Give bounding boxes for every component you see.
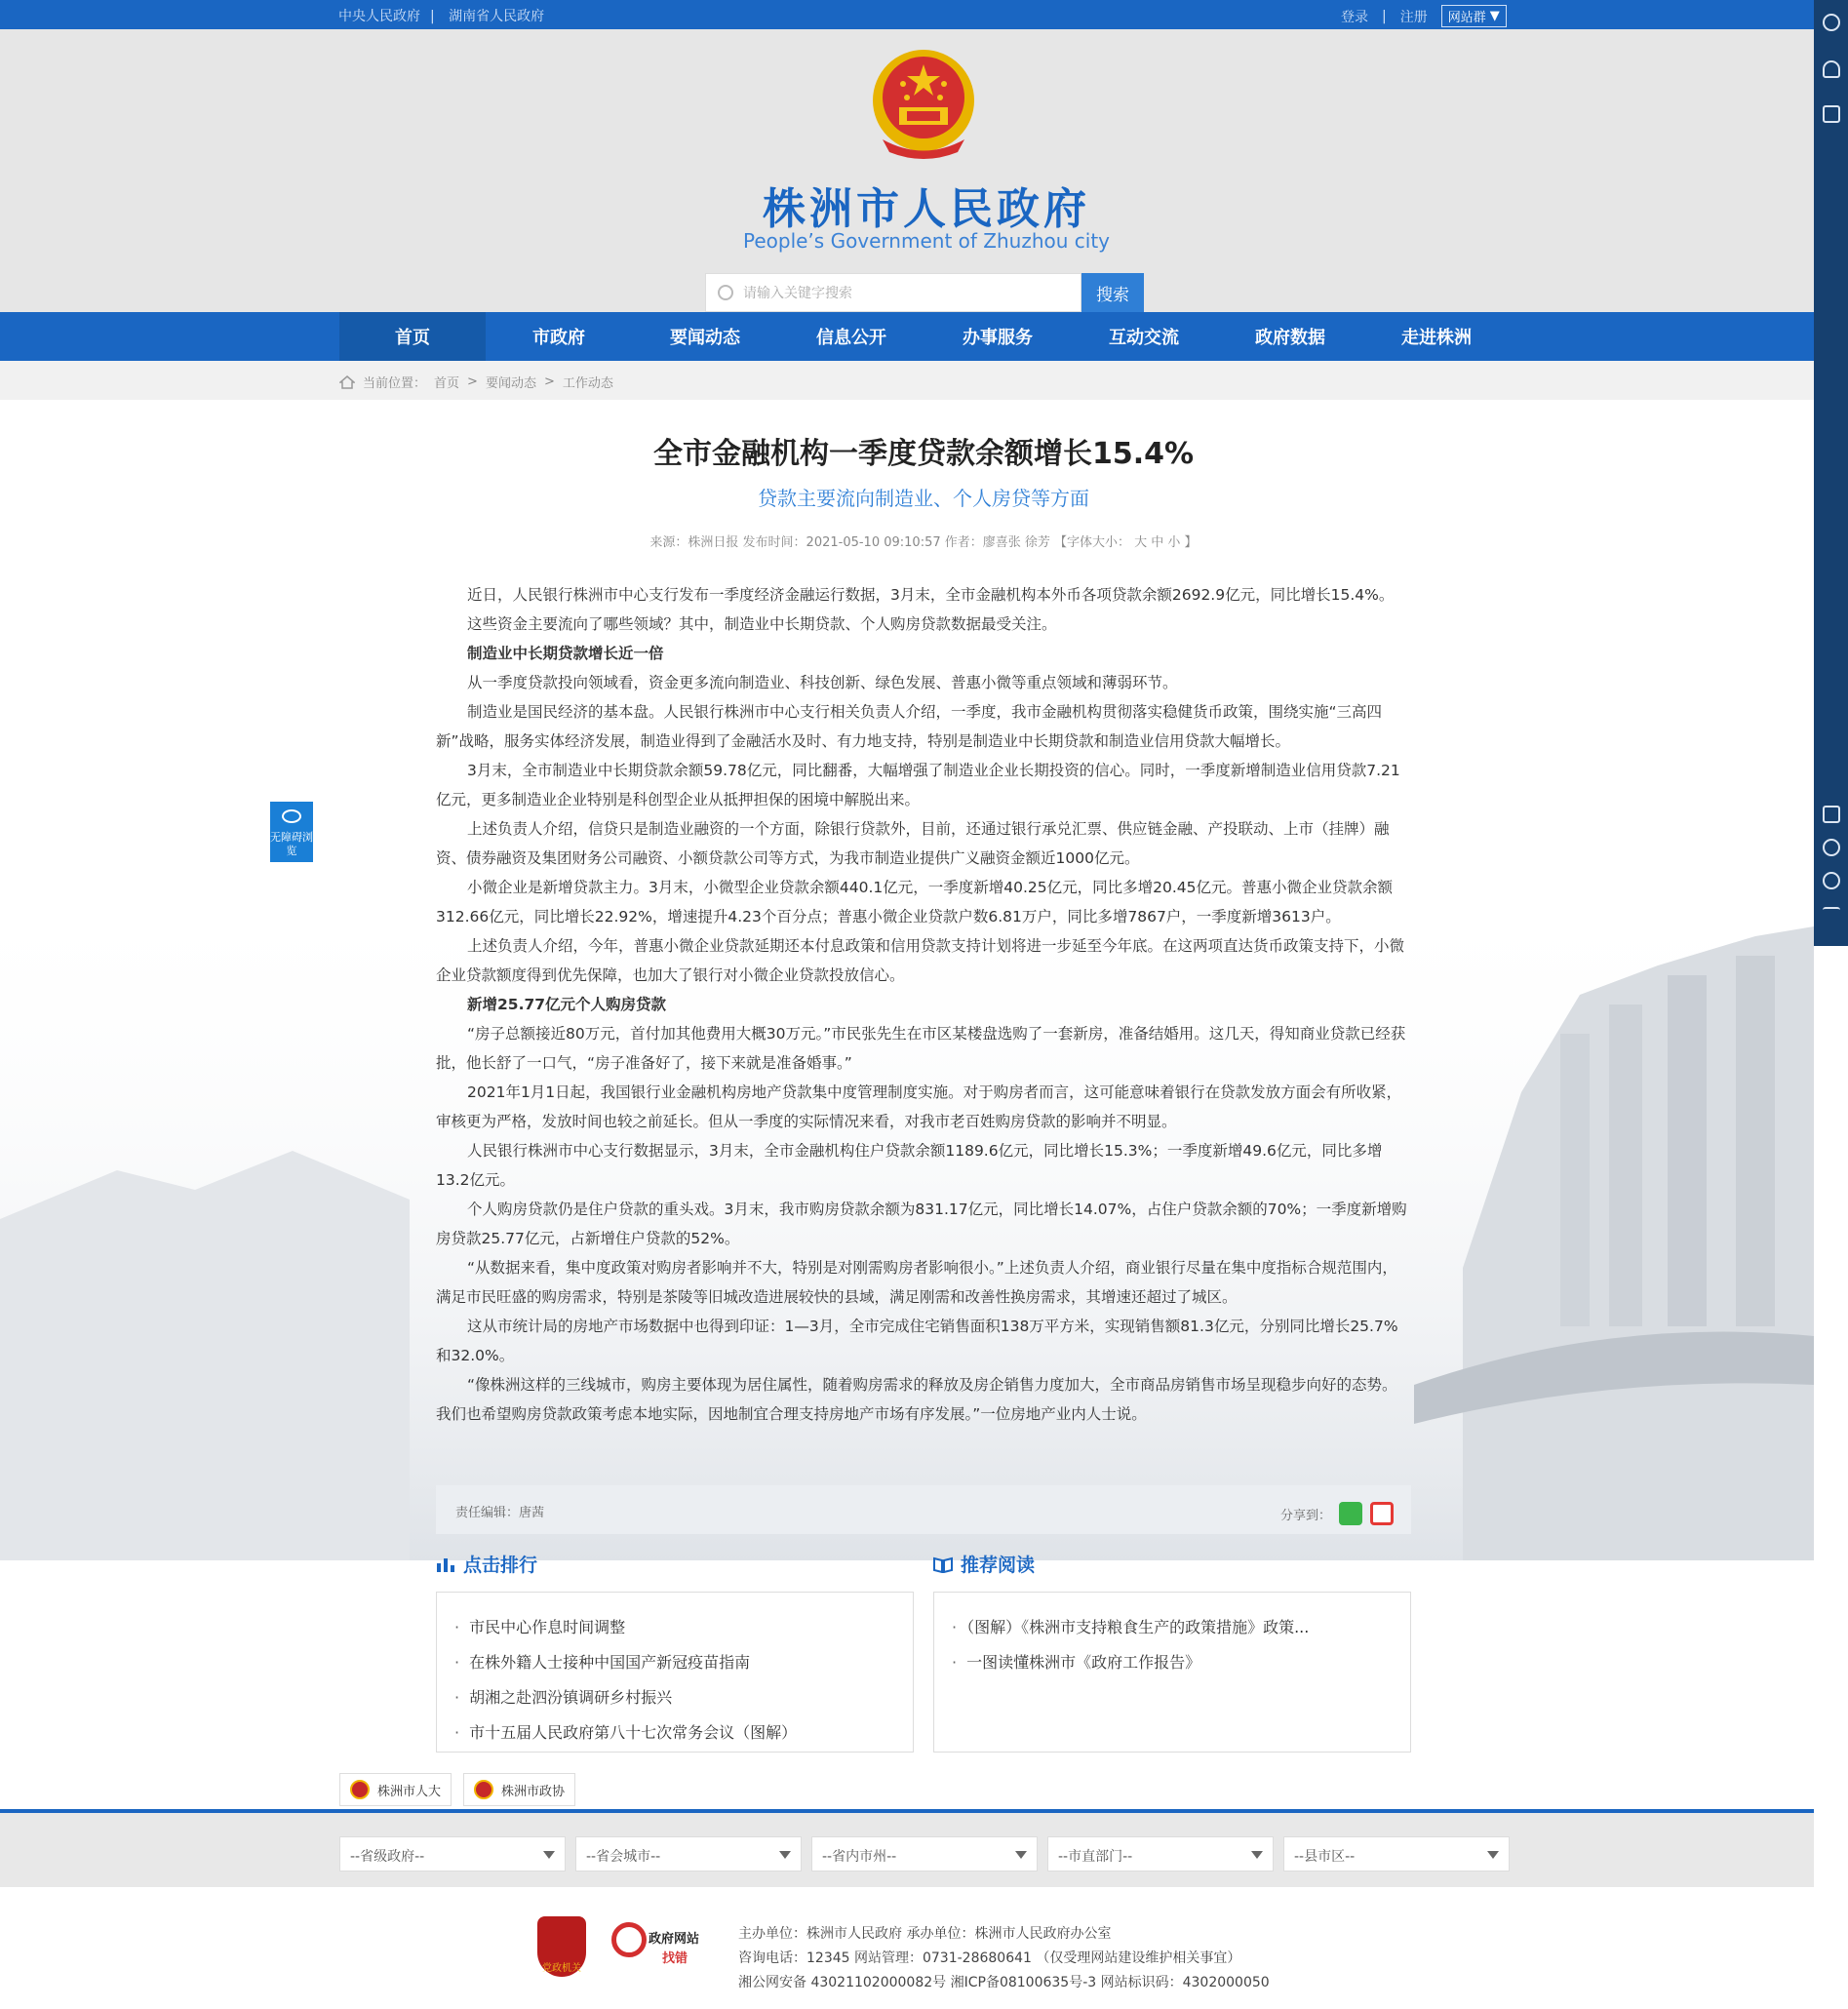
article-paragraph: 这从市统计局的房地产市场数据中也得到印证：1—3月，全市完成住宅销售面积138万平方米，实现销售额81.3亿元，分别同比增长25.7%和32.0%。 [436,1318,1398,1364]
top-links: 中央人民政府 | 湖南省人民政府 [338,9,545,24]
select-departments[interactable]: --市直部门-- [1047,1836,1274,1871]
tablet-icon[interactable] [1823,105,1840,123]
article-paragraph: 近日，人民银行株洲市中心支行发布一季度经济金融运行数据，3月末，全市金融机构本外币各项贷款余额2692.9亿元，同比增长15.4%。 [467,586,1395,604]
friend-link-npc[interactable]: 株洲市人大 [339,1773,452,1806]
emblem-icon [474,1780,493,1799]
chevron-down-icon [1015,1851,1027,1859]
friend-link-cppcc[interactable]: 株洲市政协 [463,1773,575,1806]
party-gov-badge[interactable]: 党政机关 [537,1916,586,1977]
breadcrumb-home[interactable]: 首页 [434,376,460,391]
book-icon [933,1556,953,1573]
right-toolbar [1814,0,1848,946]
chevron-down-icon [779,1851,791,1859]
article-title: 全市金融机构一季度贷款余额增长15.4% [652,437,1195,471]
site-group-dropdown[interactable]: 网站群 ▼ [1441,5,1507,27]
ranking-list [436,1592,914,1753]
article-paragraph: 3月末，全市制造业中长期贷款余额59.78亿元，同比翻番，大幅增强了制造业企业长期投资的信心。同时，一季度新增制造业信用贷款7.21亿元，更多制造业企业特别是科创型企业从抵押担保的困境中解脱出来。 [436,762,1400,808]
nav-news[interactable]: 要闻动态 [670,328,740,348]
back-to-top-icon[interactable] [1823,907,1840,913]
friend-links [339,1773,575,1806]
list-item[interactable]: · 胡湘之赴泗汾镇调研乡村振兴 [454,1680,899,1715]
footer-selects [0,1809,1814,1887]
news-icon[interactable] [1823,806,1840,823]
recommend-list [933,1592,1411,1753]
article-paragraph: 从一季度贷款投向领域看，资金更多流向制造业、科技创新、绿色发展、普惠小微等重点领域和薄弱环节。 [467,674,1178,691]
nav-about-zhuzhou[interactable]: 走进株洲 [1401,328,1472,348]
gov-site-error-badge[interactable]: 政府网站 找错 [611,1922,709,1971]
chevron-down-icon [1487,1851,1499,1859]
breadcrumb-news[interactable]: 要闻动态 [485,376,536,391]
chevron-down-icon [543,1851,555,1859]
select-capital-cities[interactable]: --省会城市-- [575,1836,802,1871]
share-label: 分享到： [1280,1508,1332,1523]
accessibility-icon[interactable] [1823,14,1840,31]
magnifier-icon [611,1922,647,1957]
article-paragraph: “房子总额接近80万元，首付加其他费用大概30万元。”市民张先生在市区某楼盘选购了一套新房，准备结婚用。这几天，得知商业贷款已经获批，他长舒了一口气，“房子准备好了，接下来就是准备婚事。” [436,1025,1406,1072]
login-link[interactable]: 登录 [1341,9,1368,25]
list-item[interactable]: · 一图读懂株洲市《政府工作报告》 [952,1645,1396,1680]
article-paragraph: 2021年1月1日起，我国银行业金融机构房地产贷款集中度管理制度实施。对于购房者而言，这可能意味着银行在贷款发放方面会有所收紧，审核更为严格，发放时间也较之前延长。但从一季度的实际情况来看，对我市老百姓购房贷款的影响并不明显。 [436,1083,1402,1130]
footer-sponsor: 主办单位：株洲市人民政府 承办单位：株洲市人民政府办公室 [738,1926,1112,1942]
site-title: 株洲市人民政府 [763,184,1090,234]
footer-icp[interactable]: 湘公网安备 43021102000082号 湘ICP备08100635号-3 网站标识码：4302000050 [738,1975,1270,1990]
chevron-down-icon [1251,1851,1263,1859]
footer-info [738,1922,1270,1995]
search-icon [718,285,733,300]
search-placeholder: 请输入关键字搜索 [743,286,852,301]
article-subheading: 制造业中长期贷款增长近一倍 [467,645,664,662]
chat-icon[interactable] [1823,872,1840,889]
header [0,29,1814,312]
article-paragraph: 这些资金主要流向了哪些领域？其中，制造业中长期贷款、个人购房贷款数据最受关注。 [467,615,1057,633]
top-bar: 中央人民政府 | 湖南省人民政府 登录 | 注册 网站群 ▼ [0,0,1814,29]
select-counties[interactable]: --县市区-- [1283,1836,1510,1871]
article-paragraph: 上述负责人介绍，信贷只是制造业融资的一个方面，除银行贷款外，目前，还通过银行承兑汇票、供应链金融、产投联动、上市（挂牌）融资、债券融资及集团财务公司融资、小额贷款公司等方式，为我市制造业提供广义融资金额近1000亿元。 [436,820,1390,867]
select-provincial-gov[interactable]: --省级政府-- [339,1836,566,1871]
nav-city-gov[interactable]: 市政府 [532,328,585,348]
bar-chart-icon [436,1556,455,1573]
breadcrumb-work[interactable]: 工作动态 [562,376,613,391]
article-body [436,580,1411,1429]
weibo-icon[interactable] [1370,1502,1394,1525]
search-button[interactable]: 搜索 [1081,273,1144,312]
home-icon [339,375,355,389]
national-emblem-icon [868,47,980,164]
article-paragraph: 人民银行株洲市中心支行数据显示，3月末，全市金融机构住户贷款余额1189.6亿元，同比增长15.3%；一季度新增49.6亿元，同比多增13.2亿元。 [436,1142,1383,1189]
nav-interaction[interactable]: 互动交流 [1109,328,1179,348]
nav-info-disclosure[interactable]: 信息公开 [816,328,886,348]
editor-bar [436,1485,1411,1534]
cloud-icon[interactable] [1823,60,1840,78]
footer [0,1887,1814,2009]
site-subtitle: People’s Government of Zhuzhou city [742,229,1111,253]
select-prefectures[interactable]: --省内市州-- [811,1836,1038,1871]
link-central-gov[interactable]: 中央人民政府 [338,9,420,24]
eye-icon [282,809,301,823]
article-paragraph: 上述负责人介绍，今年，普惠小微企业贷款延期还本付息政策和信用贷款支持计划将进一步延至今年底。在这两项直达货币政策支持下，小微企业贷款额度得到优先保障，也加大了银行对小微企业贷款投放信心。 [436,937,1405,984]
article-meta: 来源：株洲日报 发布时间：2021-05-10 09:10:57 作者：廖喜张 徐芳 【字体大小： 大 中 小 】 [649,535,1198,550]
article-subheading: 新增25.77亿元个人购房贷款 [467,996,667,1013]
main-nav [0,312,1814,361]
recommend-heading: 推荐阅读 [933,1551,1035,1577]
weibo-side-icon[interactable] [1823,839,1840,856]
triangle-down-icon: ▼ [1489,9,1500,23]
breadcrumb: 当前位置： 首页 > 要闻动态 > 工作动态 [0,361,1814,400]
list-item[interactable]: · 在株外籍人士接种中国国产新冠疫苗指南 [454,1645,899,1680]
search-input[interactable] [705,273,1081,312]
article-paragraph: “像株洲这样的三线城市，购房主要体现为居住属性，随着购房需求的释放及房企销售力度加大，全市商品房销售市场呈现稳步向好的态势。我们也希望购房贷款政策考虑本地实际，因地制宜合理支持房地产市场有序发展。”一位房地产业内人士说。 [436,1376,1397,1423]
breadcrumb-label: 当前位置： [363,376,427,391]
list-item[interactable]: · （图解）《株洲市支持粮食生产的政策措施》政策... [952,1610,1396,1645]
footer-contact: 咨询电话：12345 网站管理：0731-28680641 （仅受理网站建设维护相关事宜） [738,1950,1241,1966]
list-item[interactable]: · 市民中心作息时间调整 [454,1610,899,1645]
link-hunan-gov[interactable]: 湖南省人民政府 [449,9,545,24]
article-subtitle: 贷款主要流向制造业、个人房贷等方面 [758,487,1089,510]
nav-services[interactable]: 办事服务 [963,328,1033,348]
nav-gov-data[interactable]: 政府数据 [1255,328,1325,348]
article-paragraph: 制造业是国民经济的基本盘。人民银行株洲市中心支行相关负责人介绍，一季度，我市金融机构贯彻落实稳健货币政策，围绕实施“三高四新”战略，服务实体经济发展，制造业得到了金融活水及时、有力地支持，特别是制造业中长期贷款和制造业信用贷款大幅增长。 [436,703,1383,750]
article-paragraph: 个人购房贷款仍是住户贷款的重头戏。3月末，我市购房贷款余额为831.17亿元，同比增长14.07%，占住户贷款余额的70%；一季度新增购房贷款25.77亿元，占新增住户贷款的52%。 [436,1201,1407,1247]
wechat-icon[interactable] [1339,1502,1362,1525]
ranking-heading: 点击排行 [436,1551,537,1577]
register-link[interactable]: 注册 [1399,9,1428,25]
article-paragraph: “从数据来看，集中度政策对购房者影响并不大，特别是对刚需购房者影响很小。”上述负责人介绍，商业银行尽量在集中度指标合规范围内，满足市民旺盛的购房需求，特别是茶陵等旧城改造进展较快的县域，满足刚需和改善性换房需求，其增速还超过了城区。 [436,1259,1397,1306]
editor-name: 责任编辑：唐茜 [455,1506,545,1520]
emblem-icon [350,1780,370,1799]
list-item[interactable]: · 市十五届人民政府第八十七次常务会议（图解） [454,1715,899,1751]
article-paragraph: 小微企业是新增贷款主力。3月末，小微型企业贷款余额440.1亿元，一季度新增40.25亿元，同比多增20.45亿元。普惠小微企业贷款余额312.66亿元，同比增长22.92%，增速提升4.23个百分点；普惠小微企业贷款户数6.81万户，同比多增7867户，一季度新增3613户。 [436,879,1393,926]
accessibility-button[interactable]: 无障碍浏览 [270,802,313,862]
nav-home[interactable]: 首页 [339,312,486,361]
